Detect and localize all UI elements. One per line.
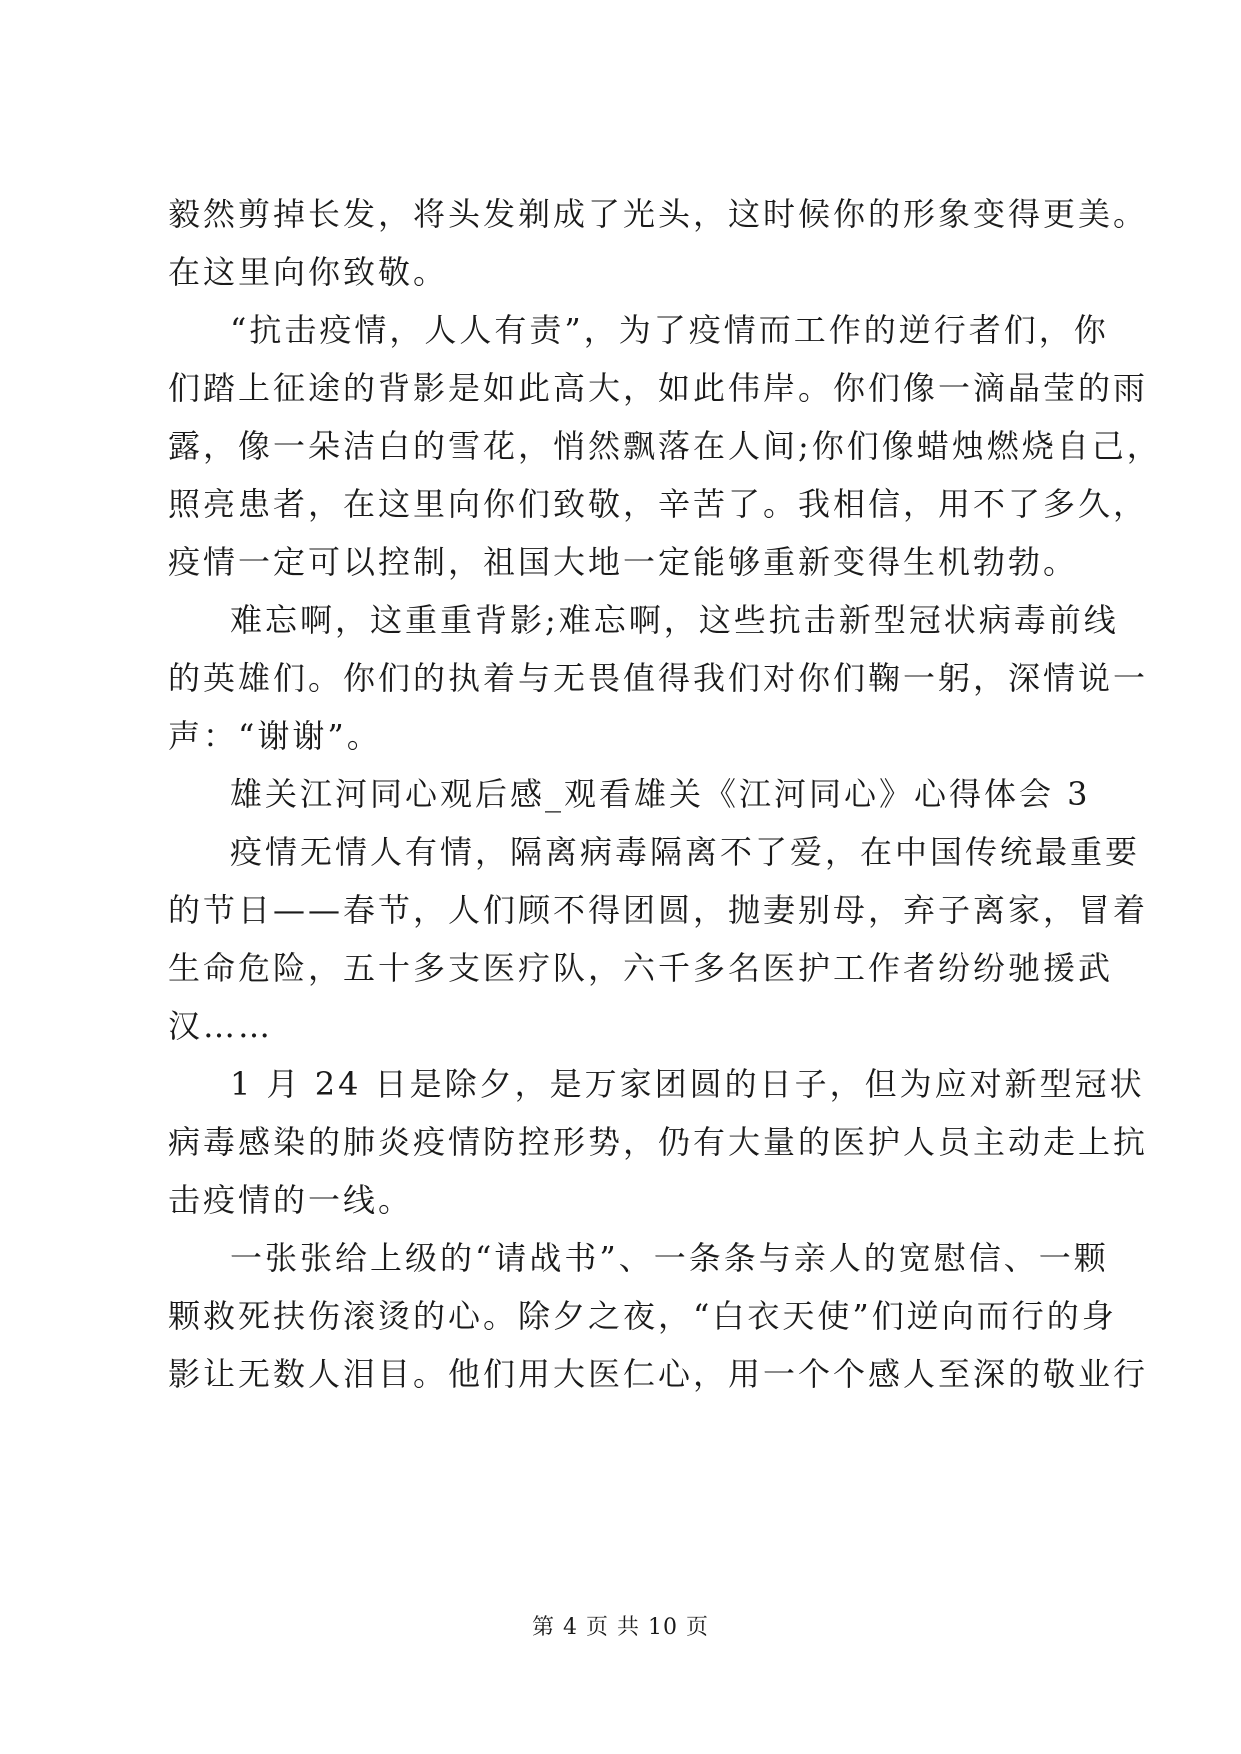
text-line: 病毒感染的肺炎疫情防控形势，仍有大量的医护人员主动走上抗 [168, 1123, 1149, 1161]
text-line: 露，像一朵洁白的雪花，悄然飘落在人间;你们像蜡烛燃烧自己， [168, 427, 1162, 465]
text-line: 照亮患者，在这里向你们致敬，辛苦了。我相信，用不了多久， [168, 485, 1149, 523]
section-heading: 雄关江河同心观后感_观看雄关《江河同心》心得体会 3 [230, 775, 1091, 813]
text-line: 的节日——春节，人们顾不得团圆，抛妻别母，弃子离家，冒着 [168, 891, 1149, 929]
text-line: 的英雄们。你们的执着与无畏值得我们对你们鞠一躬，深情说一 [168, 659, 1149, 697]
text-line: 疫情一定可以控制，祖国大地一定能够重新变得生机勃勃。 [168, 543, 1079, 581]
document-body [168, 185, 1162, 1403]
paragraph-start: 难忘啊，这重重背影;难忘啊，这些抗击新型冠状病毒前线 [230, 601, 1119, 639]
text-line: 在这里向你致敬。 [168, 253, 449, 291]
text-line: 汉…… [168, 1007, 274, 1045]
text-line: 们踏上征途的背影是如此高大，如此伟岸。你们像一滴晶莹的雨 [168, 369, 1149, 407]
paragraph-start: 1 月 24 日是除夕，是万家团圆的日子，但为应对新型冠状 [230, 1065, 1145, 1103]
text-line: 击疫情的一线。 [168, 1181, 414, 1219]
text-line: 颗救死扶伤滚烫的心。除夕之夜，“白衣天使”们逆向而行的身 [168, 1297, 1117, 1335]
paragraph-start: 疫情无情人有情，隔离病毒隔离不了爱，在中国传统最重要 [230, 833, 1141, 871]
text-line: 生命危险，五十多支医疗队，六千多名医护工作者纷纷驰援武 [168, 949, 1114, 987]
paragraph-start: 一张张给上级的“请战书”、一条条与亲人的宽慰信、一颗 [230, 1239, 1109, 1277]
page-footer: 第 4 页 共 10 页 [532, 1615, 709, 1640]
text-line: 毅然剪掉长发，将头发剃成了光头，这时候你的形象变得更美。 [168, 195, 1149, 233]
text-line: 声：“谢谢”。 [168, 717, 382, 755]
text-line: 影让无数人泪目。他们用大医仁心，用一个个感人至深的敬业行 [168, 1355, 1149, 1393]
paragraph-start: “抗击疫情，人人有责”，为了疫情而工作的逆行者们，你 [230, 311, 1109, 349]
